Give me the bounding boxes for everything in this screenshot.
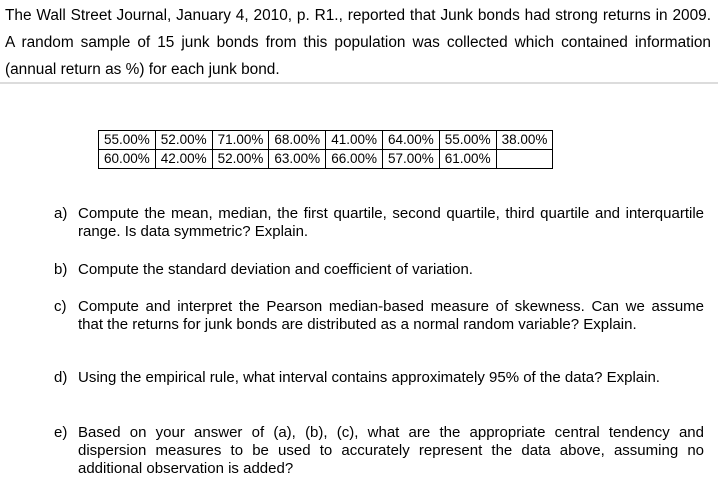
question-letter: b)	[54, 261, 68, 278]
question-b	[54, 261, 704, 279]
question-a	[54, 205, 704, 241]
table-cell: 38.00%	[496, 131, 553, 150]
question-e	[54, 424, 704, 478]
table-cell: 55.00%	[99, 131, 156, 150]
table-cell: 71.00%	[212, 131, 269, 150]
table-cell: 52.00%	[212, 150, 269, 169]
question-d	[54, 369, 704, 387]
returns-table	[98, 130, 553, 169]
question-text: Compute the standard deviation and coefficient of variation.	[78, 261, 473, 278]
table-cell: 52.00%	[155, 131, 212, 150]
table-cell: 57.00%	[382, 150, 439, 169]
table-cell: 41.00%	[326, 131, 383, 150]
question-text: Compute the mean, median, the first quartile, second quartile, third quartile and interquartile range. Is data symmetric? Explain.	[78, 205, 704, 240]
question-letter: a)	[54, 205, 68, 222]
table-cell: 42.00%	[155, 150, 212, 169]
table-row	[99, 150, 553, 169]
question-c	[54, 298, 704, 334]
question-text: Based on your answer of (a), (b), (c), what are the appropriate central tendency and dispersion measures to be used to accurately represent the data above, assuming no additional observation is added?	[78, 424, 704, 477]
table-cell: 55.00%	[439, 131, 496, 150]
table-cell: 66.00%	[326, 150, 383, 169]
table-cell: 64.00%	[382, 131, 439, 150]
question-letter: c)	[54, 298, 67, 315]
table-cell: 68.00%	[269, 131, 326, 150]
table-cell: 60.00%	[99, 150, 156, 169]
table-cell: 61.00%	[439, 150, 496, 169]
table-cell: 63.00%	[269, 150, 326, 169]
question-text: Compute and interpret the Pearson median-based measure of skewness. Can we assume that the returns for junk bonds are distributed as a normal random variable? Explain.	[78, 298, 704, 333]
table-row	[99, 131, 553, 150]
intro-paragraph: The Wall Street Journal, January 4, 2010, p. R1., reported that Junk bonds had strong returns in 2009. A random sample of 15 junk bonds from this population was collected which contained information (annual return as %) for each junk bond.	[5, 7, 711, 78]
question-text: Using the empirical rule, what interval contains approximately 95% of the data? Explain.	[78, 369, 660, 386]
table-cell-empty	[496, 150, 553, 169]
question-letter: e)	[54, 424, 68, 441]
question-letter: d)	[54, 369, 68, 386]
